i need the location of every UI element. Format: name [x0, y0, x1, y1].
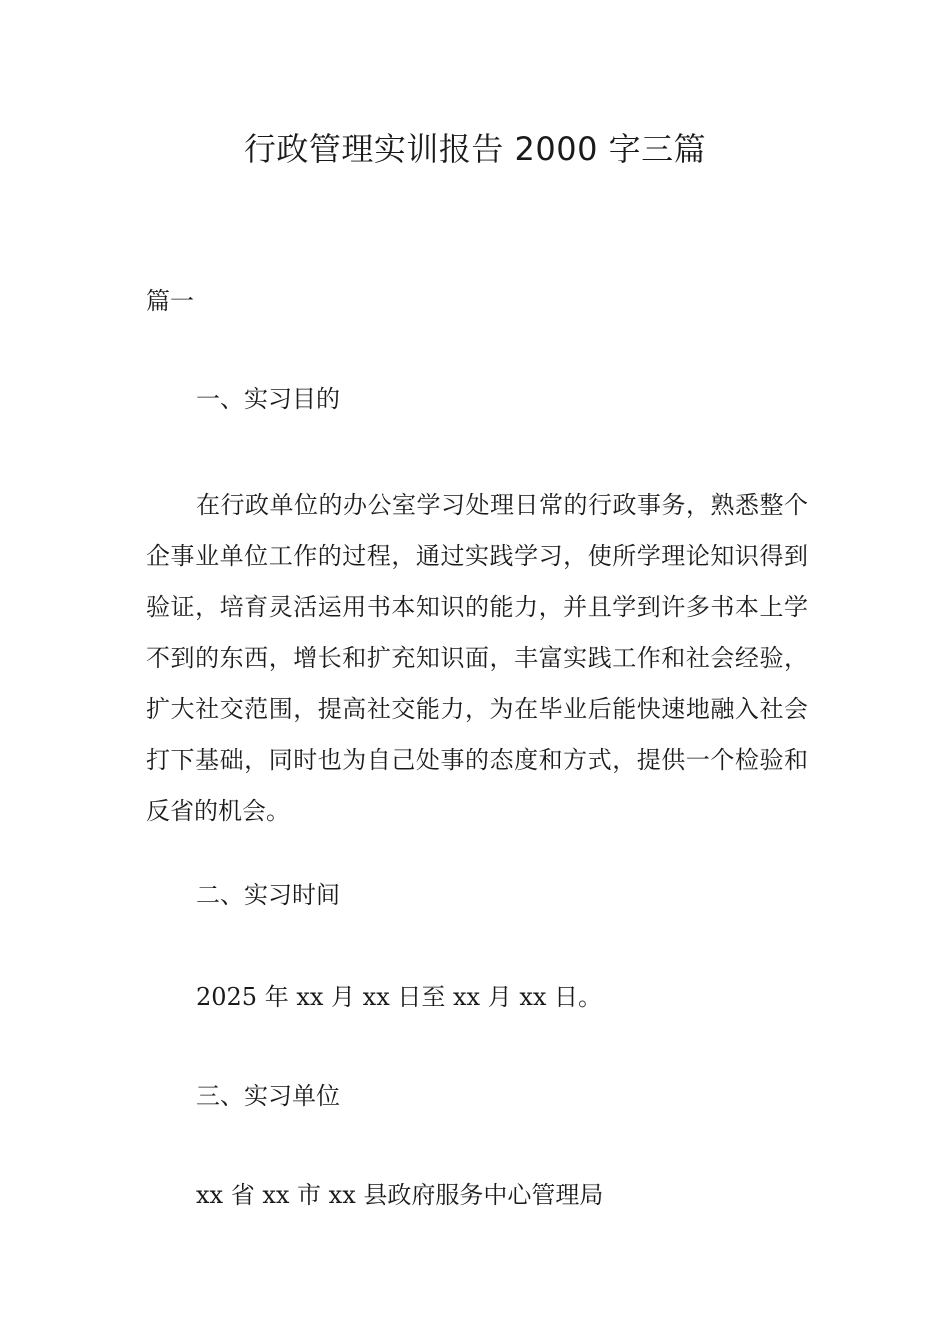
section-heading-unit: 三、实习单位	[196, 1082, 340, 1110]
part-label: 篇一	[146, 287, 194, 315]
section-heading-time: 二、实习时间	[196, 881, 340, 909]
section-heading-purpose: 一、实习目的	[196, 385, 340, 413]
document-title: 行政管理实训报告 2000 字三篇	[243, 130, 707, 168]
section-body-unit: xx 省 xx 市 xx 县政府服务中心管理局	[196, 1181, 604, 1209]
section-body-purpose: 在行政单位的办公室学习处理日常的行政事务，熟悉整个企事业单位工作的过程，通过实践学习，使所学理论知识得到验证，培育灵活运用书本知识的能力，并且学到许多书本上学不到的东西，增长和扩充知识面，丰富实践工作和社会经验，扩大社交范围，提高社交能力，为在毕业后能快速地融入社会打下基础，同时也为自己处事的态度和方式，提供一个检验和反省的机会。	[146, 491, 808, 825]
section-body-time: 2025 年 xx 月 xx 日至 xx 月 xx 日。	[196, 983, 603, 1011]
